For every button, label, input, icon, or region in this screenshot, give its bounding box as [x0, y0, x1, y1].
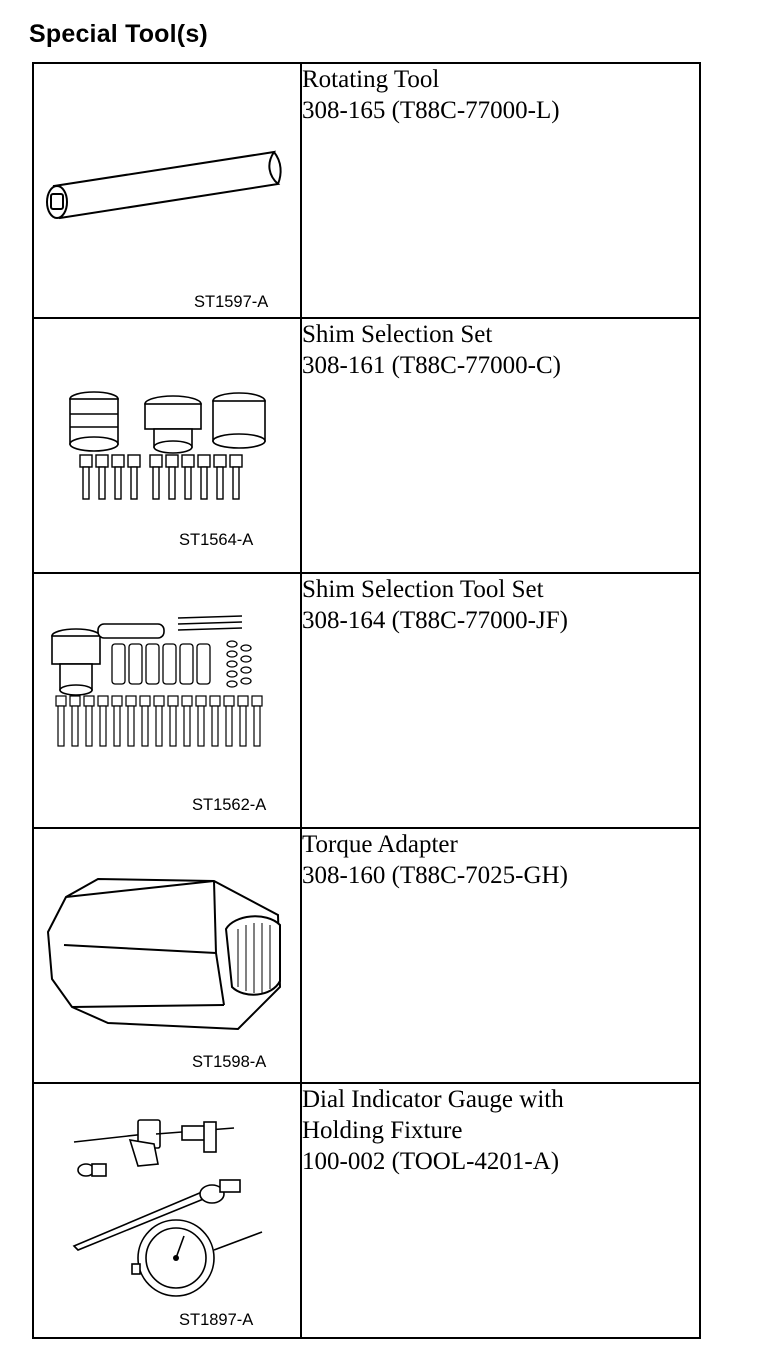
shim-selection-tool-set-icon	[34, 574, 300, 827]
table-row	[33, 318, 700, 573]
special-tools-table	[32, 62, 701, 1339]
table-row	[33, 63, 700, 318]
tool-description-cell	[301, 318, 700, 573]
tool-figure-cell	[33, 63, 301, 318]
figure-code: ST1597-A	[194, 293, 269, 311]
tool-number: 100-002 (TOOL-4201-A)	[302, 1148, 560, 1175]
tool-name: Shim Selection Set	[302, 321, 493, 348]
tool-figure-cell	[33, 828, 301, 1083]
table-row	[33, 573, 700, 828]
tool-description-cell	[301, 828, 700, 1083]
tool-description-cell	[301, 63, 700, 318]
torque-adapter-icon	[34, 829, 300, 1082]
tool-number: 308-161 (T88C-77000-C)	[302, 352, 561, 379]
figure-code: ST1598-A	[192, 1053, 267, 1071]
figure-code: ST1562-A	[192, 796, 267, 814]
dial-indicator-gauge-icon	[34, 1084, 300, 1337]
figure-code: ST1564-A	[179, 531, 254, 549]
tool-name-line1: Dial Indicator Gauge with	[302, 1086, 564, 1113]
figure-code: ST1897-A	[179, 1311, 254, 1329]
tool-description-cell	[301, 1083, 700, 1338]
tool-figure-cell	[33, 573, 301, 828]
tool-number: 308-165 (T88C-77000-L)	[302, 97, 560, 124]
tool-description-cell	[301, 573, 700, 828]
table-row	[33, 1083, 700, 1338]
tool-name: Rotating Tool	[302, 66, 440, 93]
page-title: Special Tool(s)	[29, 20, 208, 48]
tool-name: Shim Selection Tool Set	[302, 576, 544, 603]
tool-name: Torque Adapter	[302, 831, 458, 858]
tool-number: 308-160 (T88C-7025-GH)	[302, 862, 568, 889]
rotating-tool-icon	[34, 64, 300, 317]
tool-figure-cell	[33, 1083, 301, 1338]
tool-name-line2: Holding Fixture	[302, 1117, 463, 1144]
shim-selection-set-icon	[34, 319, 300, 572]
table-row	[33, 828, 700, 1083]
tool-figure-cell	[33, 318, 301, 573]
tool-number: 308-164 (T88C-77000-JF)	[302, 607, 568, 634]
